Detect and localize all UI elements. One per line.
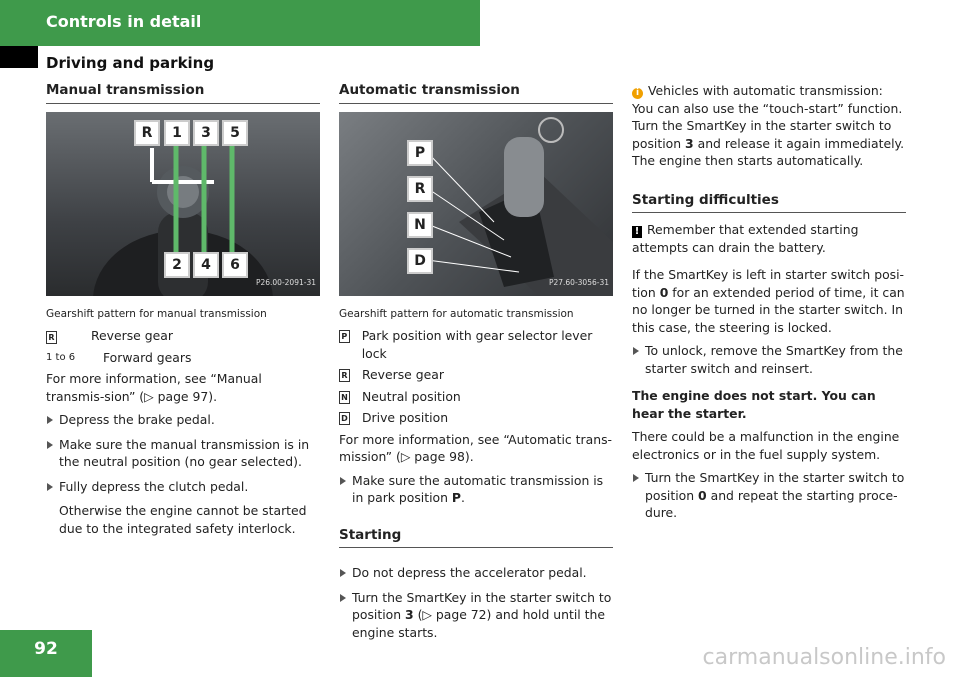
manual-def-key: R	[46, 331, 57, 344]
manual-caption: Gearshift pattern for manual transmission	[46, 307, 267, 320]
info-note: i Vehicles with automatic transmission: You can also use the “touch-start” function. Turn the SmartKey in the starter switch to position 3 and release it again immediately. The engine then starts automatically.	[632, 83, 905, 168]
manual-step: Depress the brake pedal.	[46, 411, 320, 429]
manual-gearshift-photo	[46, 112, 320, 296]
automatic-caption: Gearshift pattern for automatic transmission	[339, 307, 574, 320]
difficulties-step: Turn the SmartKey in the starter switch to position 0 and repeat the starting proce-dure.	[632, 469, 906, 522]
manual-photo-code: P26.00-2091-31	[255, 278, 316, 287]
warning-text: Remember that extended starting attempts can drain the battery.	[632, 222, 859, 255]
gear-label-2: 2	[164, 252, 190, 278]
warning-note	[632, 221, 906, 256]
manual-def-row	[46, 327, 320, 345]
automatic-def-row	[339, 409, 613, 427]
automatic-def-key: N	[339, 391, 350, 404]
manual-heading: Manual transmission	[46, 82, 320, 104]
starting-step: Do not depress the accelerator pedal.	[339, 564, 613, 582]
section-tab	[0, 46, 38, 68]
info-icon: i	[632, 88, 643, 99]
gear-label-d: D	[407, 248, 433, 274]
automatic-def-key: D	[339, 412, 350, 425]
manual-def-text: Reverse gear	[91, 328, 173, 343]
gear-label-p: P	[407, 140, 433, 166]
automatic-def-row	[339, 366, 613, 384]
info-note-title: Vehicles with automatic transmission:	[648, 83, 883, 98]
automatic-gearshift-photo	[339, 112, 613, 296]
manual-followup: Otherwise the engine cannot be started due to the integrated safety interlock.	[59, 503, 307, 536]
section-title: Controls in detail	[46, 12, 202, 31]
difficulties-column	[632, 82, 906, 529]
page-number: 92	[0, 630, 92, 677]
manual-def-text: Forward gears	[103, 349, 192, 365]
manual-step: Fully depress the clutch pedal.	[46, 478, 320, 496]
automatic-def-row	[339, 327, 613, 362]
difficulties-heading: Starting difficulties	[632, 192, 906, 214]
automatic-def-text: Neutral position	[362, 388, 461, 404]
watermark: carmanualsonline.info	[702, 645, 946, 670]
gear-label-1: 1	[164, 120, 190, 146]
gear-label-r: R	[134, 120, 160, 146]
automatic-def-text: Reverse gear	[362, 367, 444, 382]
automatic-def-key: R	[339, 369, 350, 382]
manual-step: Make sure the manual transmission is in the neutral position (no gear selected).	[46, 436, 320, 471]
automatic-gearshift-illustration	[339, 112, 613, 296]
difficulties-subheading: The engine does not start. You can hear the starter.	[632, 388, 876, 421]
gear-label-r: R	[407, 176, 433, 202]
automatic-def-text: Park position with gear selector lever lock	[361, 328, 593, 361]
gear-label-n: N	[407, 212, 433, 238]
starting-heading: Starting	[339, 527, 613, 549]
starting-step: Turn the SmartKey in the starter switch to position 3 (▷ page 72) and hold until the engine starts.	[339, 589, 613, 642]
manual-def-row	[46, 349, 320, 367]
automatic-more-info: For more information, see “Automatic trans-mission” (▷ page 98).	[339, 431, 612, 464]
difficulties-para: If the SmartKey is left in starter switch posi-tion 0 for an extended period of time, it can no longer be turned in the starter switch. In this case, the steering is locked.	[632, 267, 905, 335]
difficulties-step: To unlock, remove the SmartKey from the starter switch and reinsert.	[632, 342, 906, 377]
warning-icon: !	[632, 226, 642, 238]
manual-def-key: 1 to 6	[46, 351, 76, 363]
automatic-column	[339, 82, 613, 648]
automatic-def-row	[339, 388, 613, 406]
manual-column	[46, 82, 320, 543]
automatic-heading: Automatic transmission	[339, 82, 613, 104]
gear-label-6: 6	[222, 252, 248, 278]
gear-label-3: 3	[193, 120, 219, 146]
automatic-step: Make sure the automatic transmission is in park position P.	[339, 472, 613, 507]
automatic-photo-code: P27.60-3056-31	[548, 278, 609, 287]
difficulties-para: There could be a malfunction in the engine electronics or in the fuel supply system.	[632, 429, 900, 462]
automatic-def-key: P	[339, 330, 350, 343]
automatic-def-text: Drive position	[362, 410, 449, 425]
manual-more-info: For more information, see “Manual transmis-sion” (▷ page 97).	[46, 371, 262, 404]
gear-label-5: 5	[222, 120, 248, 146]
page-subtitle: Driving and parking	[46, 54, 215, 72]
gear-label-4: 4	[193, 252, 219, 278]
